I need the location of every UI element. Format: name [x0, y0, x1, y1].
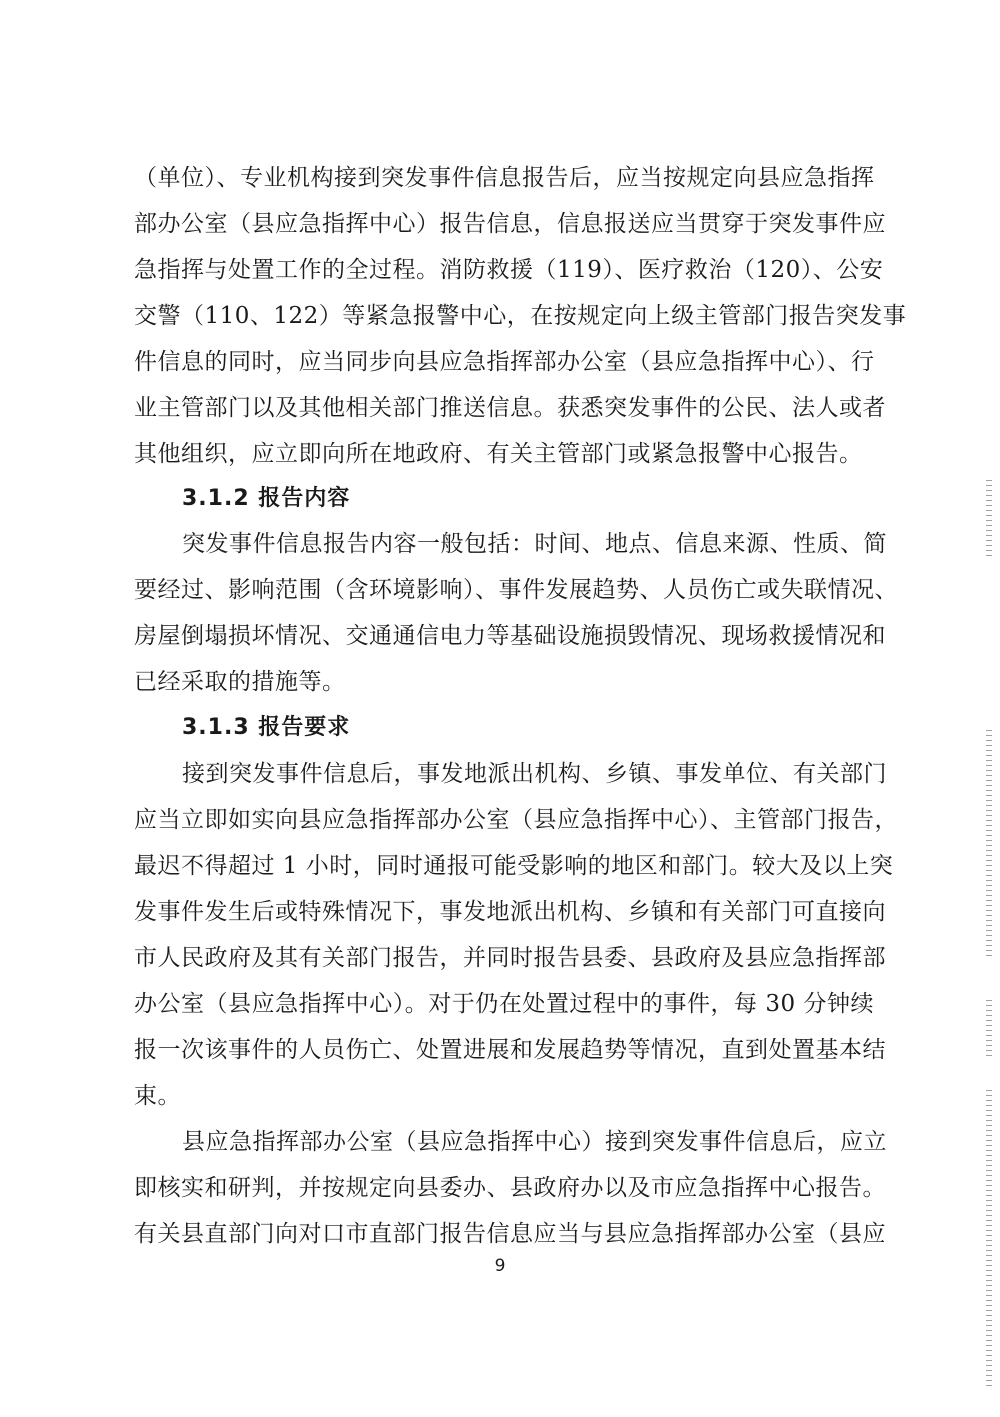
paragraph-line: 部办公室（县应急指挥中心）报告信息，信息报送应当贯穿于突发事件应: [134, 211, 886, 237]
paragraph-line: 县应急指挥部办公室（县应急指挥中心）接到突发事件信息后，应立: [182, 1129, 887, 1155]
paragraph-line: 急指挥与处置工作的全过程。消防救援（119）、医疗救治（120）、公安: [134, 257, 884, 283]
paragraph-line: 办公室（县应急指挥中心）。对于仍在处置过程中的事件，每 30 分钟续: [134, 991, 874, 1017]
paragraph-line: 市人民政府及其有关部门报告，并同时报告县委、县政府及县应急指挥部: [134, 945, 886, 971]
paragraph-line: 其他组织，应立即向所在地政府、有关主管部门或紧急报警中心报告。: [134, 441, 863, 467]
section-heading: 3.1.2 报告内容: [182, 486, 351, 511]
paragraph-line: 发事件发生后或特殊情况下，事发地派出机构、乡镇和有关部门可直接向: [134, 899, 886, 925]
scan-edge-mark: [986, 730, 992, 960]
paragraph-line: 房屋倒塌损坏情况、交通通信电力等基础设施损毁情况、现场救援情况和: [134, 623, 886, 649]
paragraph-line: 束。: [134, 1083, 181, 1109]
paragraph-line: 有关县直部门向对口市直部门报告信息应当与县应急指挥部办公室（县应: [134, 1221, 886, 1247]
paragraph-line: 即核实和研判，并按规定向县委办、县政府办以及市应急指挥中心报告。: [134, 1175, 886, 1201]
scan-edge-mark: [986, 480, 992, 560]
paragraph-line: 件信息的同时，应当同步向县应急指挥部办公室（县应急指挥中心）、行: [134, 349, 875, 375]
page-number: 9: [494, 1256, 506, 1276]
paragraph-line: 报一次该事件的人员伤亡、处置进展和发展趋势等情况，直到处置基本结: [134, 1037, 886, 1063]
paragraph-line: （单位）、专业机构接到突发事件信息报告后，应当按规定向县应急指挥: [134, 165, 875, 191]
paragraph-line: 业主管部门以及其他相关部门推送信息。获悉突发事件的公民、法人或者: [134, 395, 886, 421]
section-heading: 3.1.3 报告要求: [182, 715, 351, 740]
paragraph-line: 最迟不得超过 1 小时，同时通报可能受影响的地区和部门。较大及以上突: [134, 853, 894, 879]
paragraph-line: 要经过、影响范围（含环境影响）、事件发展趋势、人员伤亡或失联情况、: [134, 577, 898, 603]
scan-edge-mark: [986, 1000, 992, 1060]
paragraph-line: 应当立即如实向县应急指挥部办公室（县应急指挥中心）、主管部门报告，: [134, 807, 898, 833]
paragraph-line: 接到突发事件信息后，事发地派出机构、乡镇、事发单位、有关部门: [182, 761, 887, 787]
paragraph-line: 已经采取的措施等。: [134, 669, 346, 695]
paragraph-line: 交警（110、122）等紧急报警中心，在按规定向上级主管部门报告突发事: [134, 303, 907, 329]
scan-edge-mark: [986, 1090, 992, 1390]
paragraph-line: 突发事件信息报告内容一般包括：时间、地点、信息来源、性质、简: [182, 531, 887, 557]
